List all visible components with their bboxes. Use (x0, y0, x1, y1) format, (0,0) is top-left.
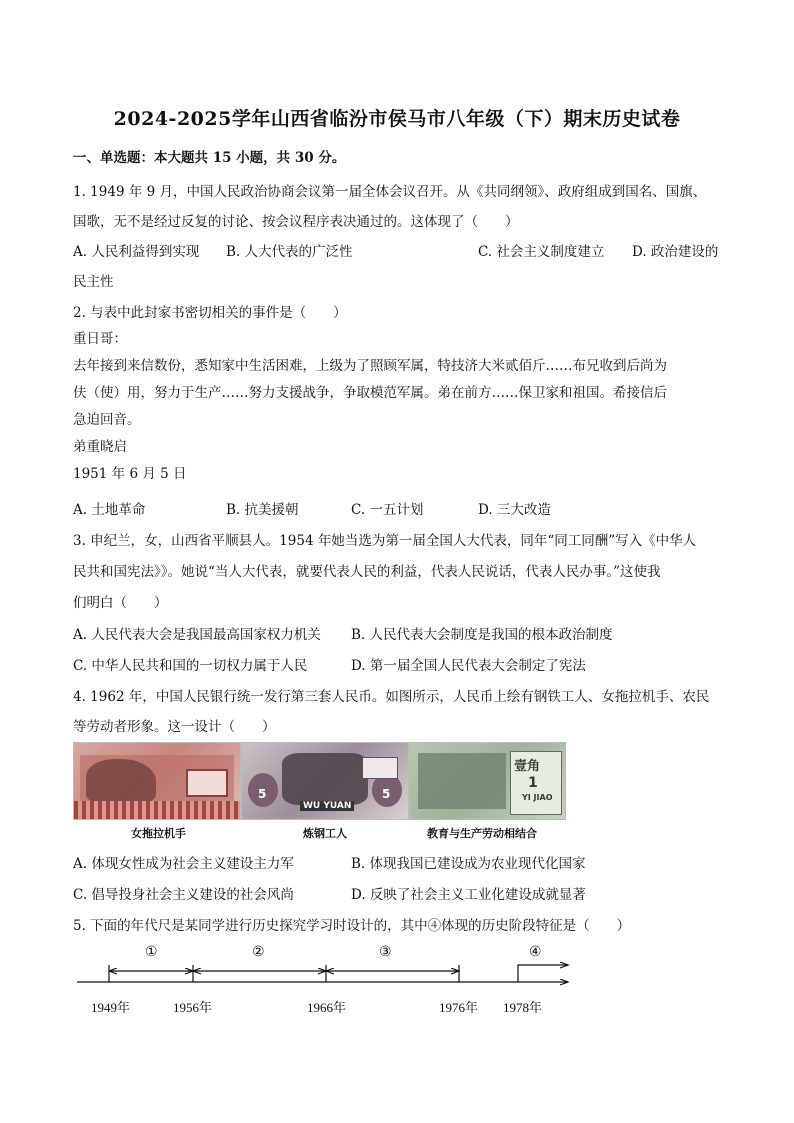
q2-option-b: B. 抗美援朝 (226, 502, 299, 518)
timeline-label-3: ③ (379, 944, 392, 960)
q1-option-a: A. 人民利益得到实现 (73, 244, 200, 260)
q2-letter-line1: 去年接到来信数份，悉知家中生活困难，上级为了照顾军属，特技济大米贰佰斤……布兄收到后尚为 (73, 358, 667, 374)
timeline-year-1966: 1966年 (307, 1000, 347, 1015)
banknote-denomination-text: 壹角 (514, 759, 541, 774)
education-labor-figure (418, 753, 506, 809)
q3-line2: 民共和国宪法》》。她说“当人大代表，就要代表人民的利益，代表人民说话，代表人民办事。”这使我 (73, 564, 661, 580)
banknote-tractor-driver (73, 742, 241, 820)
caption-tractor-driver: 女拖拉机手 (131, 827, 186, 840)
section-heading: 一、单选题：本大题共 15 小题，共 30 分。 (73, 150, 346, 166)
banknote-wuyuan-text: WU YUAN (300, 801, 354, 811)
period-arrow-4 (518, 965, 568, 982)
q3-option-a: A. 人民代表大会是我国最高国家权力机关 (73, 627, 321, 643)
q2-option-d: D. 三大改造 (478, 502, 551, 518)
q1-option-d: D. 政治建设的 (632, 244, 719, 260)
q5-line1: 5. 下面的年代尺是某同学进行历史探究学习时设计的，其中④体现的历史阶段特征是（ ） (73, 918, 631, 934)
q2-letter-date: 1951 年 6 月 5 日 (73, 466, 187, 482)
banknote-jiao-text: YI JIAO (522, 793, 553, 802)
timeline-label-4: ④ (529, 944, 542, 960)
q2-option-a: A. 土地革命 (73, 502, 146, 518)
timeline-label-2: ② (252, 944, 265, 960)
timeline-year-1956: 1956年 (173, 1000, 213, 1015)
q2-line1: 2. 与表中此封家书密切相关的事件是（ ） (73, 305, 347, 321)
banknote-number-left: 5 (258, 787, 267, 801)
banknote-number-right: 5 (382, 787, 391, 801)
q4-line2: 等劳动者形象。这一设计（ ） (73, 719, 276, 735)
steel-worker-figure (282, 753, 368, 805)
banknote-denomination-mark (186, 769, 228, 797)
q2-letter-greeting: 重日哥： (73, 331, 127, 347)
banknote-number: 1 (528, 775, 538, 791)
timeline-year-1978: 1978年 (503, 1000, 543, 1015)
q3-option-c: C. 中华人民共和国的一切权力属于人民 (73, 658, 308, 674)
q3-line1: 3. 申纪兰，女，山西省平顺县人。1954 年她当选为第一届全国人大代表，同年“同工同酬”写入《中华人 (73, 533, 697, 549)
q2-option-c: C. 一五计划 (351, 502, 424, 518)
q3-option-b: B. 人民代表大会制度是我国的根本政治制度 (351, 627, 613, 643)
q3-line3: 们明白（ ） (73, 595, 168, 611)
timeline-label-1: ① (145, 944, 158, 960)
q1-line2: 国歌，无不是经过反复的讨论、按会议程序表决通过的。这体现了（ ） (73, 214, 519, 230)
timeline-year-1949: 1949年 (91, 1000, 131, 1015)
q1-option-c: C. 社会主义制度建立 (478, 244, 605, 260)
q4-option-d: D. 反映了社会主义工业化建设成就显著 (351, 887, 586, 903)
q3-option-d: D. 第一届全国人民代表大会制定了宪法 (351, 658, 586, 674)
timeline-year-1976: 1976年 (439, 1000, 479, 1015)
page-title: 2024-2025学年山西省临汾市侯马市八年级（下）期末历史试卷 (113, 108, 681, 130)
caption-steel-worker: 炼钢工人 (303, 827, 347, 840)
q1-option-d-tail: 民主性 (73, 274, 114, 290)
q4-option-c: C. 倡导投身社会主义建设的社会风尚 (73, 887, 294, 903)
banknote-denomination-mark (362, 757, 398, 779)
caption-education-labor: 教育与生产劳动相结合 (427, 827, 537, 840)
q2-letter-line2: 伕（使）用，努力于生产……努力支援战争，争取模范军属。弟在前方……保卫家和祖国。希接信后 (73, 385, 667, 401)
q2-letter-signature: 弟重晓启 (73, 439, 127, 455)
q2-letter-line3: 急迫回音。 (73, 412, 141, 428)
q4-option-b: B. 体现我国已建设成为农业现代化国家 (351, 856, 586, 872)
banknote-education-labor (409, 742, 566, 820)
q4-line1: 4. 1962 年，中国人民银行统一发行第三套人民币。如图所示，人民币上绘有钢铁工人、女拖拉机手、农民 (73, 689, 710, 705)
q1-option-b: B. 人大代表的广泛性 (226, 244, 353, 260)
banknote-steel-worker (241, 742, 409, 820)
q4-option-a: A. 体现女性成为社会主义建设主力军 (73, 856, 294, 872)
q1-line1: 1. 1949 年 9 月，中国人民政治协商会议第一届全体会议召开。从《共同纲领》、政府组成到国名、国旗、 (73, 184, 707, 200)
tractor-driver-figure (86, 759, 156, 803)
